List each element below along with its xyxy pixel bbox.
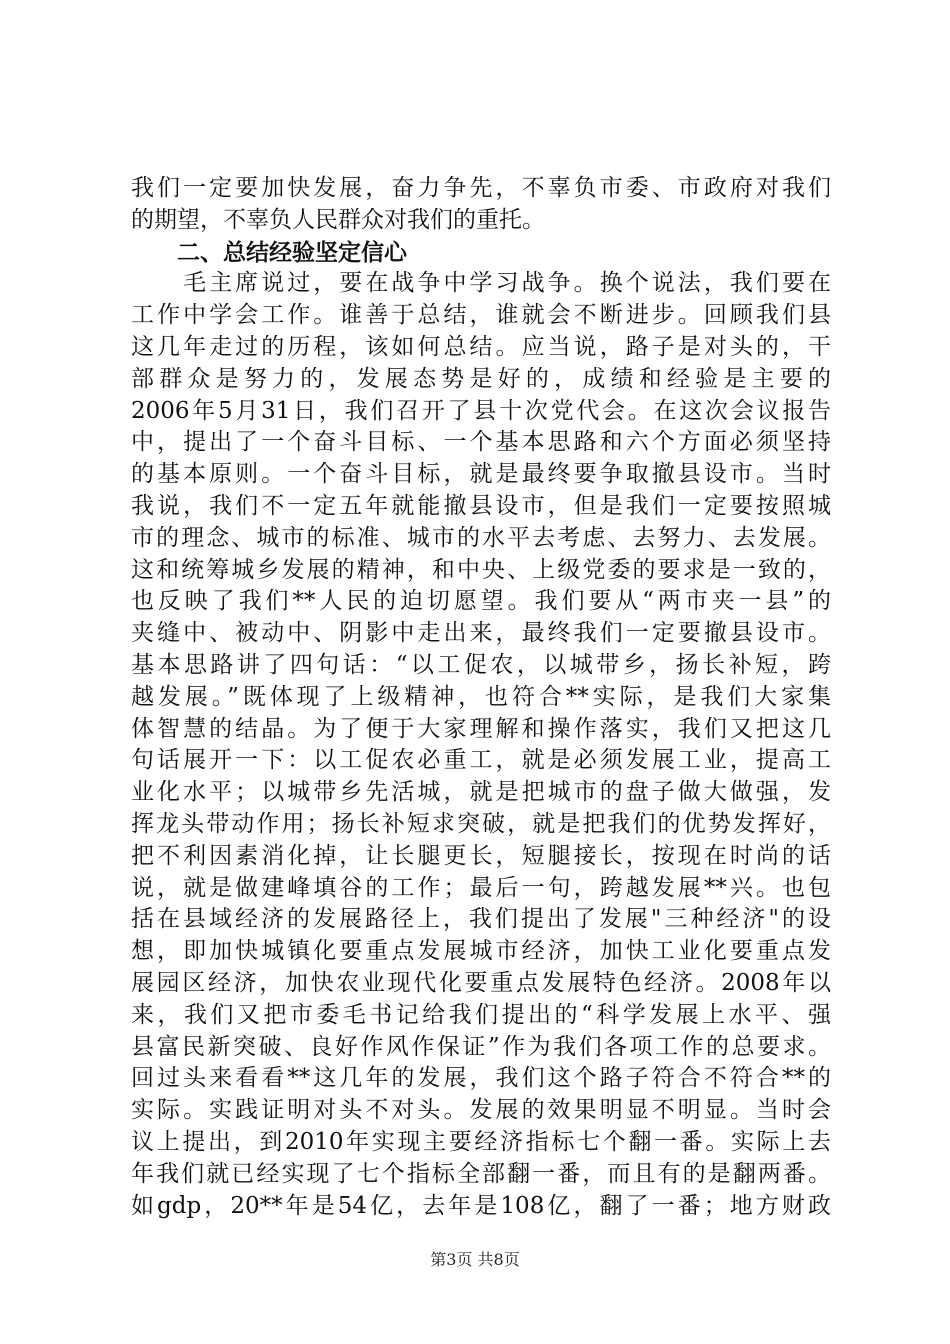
paragraph-line: 年我们就已经实现了七个指标全部翻一番，而且有的是翻两番。 — [131, 1160, 831, 1187]
paragraph-line: 夹缝中、被动中、阴影中走出来，最终我们一定要撤县设市。 — [131, 620, 831, 647]
paragraph-line: 想，即加快城镇化要重点发展城市经济，加快工业化要重点发 — [131, 938, 831, 965]
paragraph-line: 这和统筹城乡发展的精神，和中央、上级党委的要求是一致的， — [131, 556, 831, 583]
paragraph-line: 实际。实践证明对头不对头。发展的效果明显不明显。当时会 — [131, 1097, 831, 1124]
paragraph-line: 把不利因素消化掉，让长腿更长，短腿接长，按现在时尚的话 — [131, 842, 831, 869]
paragraph-line: 议上提出，到2010年实现主要经济指标七个翻一番。实际上去 — [131, 1128, 831, 1155]
paragraph-line: 县富民新突破、良好作风作保证”作为我们各项工作的总要求。 — [131, 1033, 831, 1060]
paragraph-line: 括在县域经济的发展路径上，我们提出了发展"三种经济"的设 — [131, 906, 831, 933]
paragraph-line: 市的理念、城市的标准、城市的水平去考虑、去努力、去发展。 — [131, 524, 831, 551]
paragraph-line: 体智慧的结晶。为了便于大家理解和操作落实，我们又把这几 — [131, 715, 831, 742]
paragraph-line: 我说，我们不一定五年就能撤县设市，但是我们一定要按照城 — [131, 492, 831, 519]
paragraph-line: 工作中学会工作。谁善于总结，谁就会不断进步。回顾我们县 — [131, 302, 831, 329]
paragraph-line: 如gdp，20**年是54亿，去年是108亿，翻了一番；地方财政 — [131, 1192, 831, 1219]
paragraph-line: 这几年走过的历程，该如何总结。应当说，路子是对头的，干 — [131, 333, 831, 360]
paragraph-line: 基本思路讲了四句话：“以工促农，以城带乡，扬长补短，跨 — [131, 651, 831, 678]
paragraph-line: 我们一定要加快发展，奋力争先，不辜负市委、市政府对我们 — [131, 175, 831, 201]
page-footer: 第3页 共8页 — [430, 1250, 520, 1269]
paragraph-line: 2006年5月31日，我们召开了县十次党代会。在这次会议报告 — [131, 397, 831, 424]
paragraph-line: 来，我们又把市委毛书记给我们提出的“科学发展上水平、强 — [131, 1001, 831, 1028]
paragraph-line: 毛主席说过，要在战争中学习战争。换个说法，我们要在 — [131, 270, 831, 297]
paragraph-line: 部群众是努力的，发展态势是好的，成绩和经验是主要的 — [131, 365, 831, 392]
document-body — [131, 173, 831, 1222]
section-body — [131, 268, 831, 1222]
paragraph-line: 的基本原则。一个奋斗目标，就是最终要争取撤县设市。当时 — [131, 461, 831, 488]
paragraph-line: 回过头来看看**这几年的发展，我们这个路子符合不符合**的 — [131, 1065, 831, 1092]
paragraph-line: 的期望，不辜负人民群众对我们的重托。 — [131, 206, 545, 233]
paragraph-line: 中，提出了一个奋斗目标、一个基本思路和六个方面必须坚持 — [131, 429, 831, 456]
paragraph-line: 业化水平；以城带乡先活城，就是把城市的盘子做大做强，发 — [131, 779, 831, 806]
paragraph-line: 句话展开一下：以工促农必重工，就是必须发展工业，提高工 — [131, 747, 831, 774]
paragraph-line: 也反映了我们**人民的迫切愿望。我们要从“两市夹一县”的 — [131, 588, 831, 615]
paragraph-line: 展园区经济，加快农业现代化要重点发展特色经济。2008年以 — [131, 969, 831, 996]
paragraph-line: 越发展。”既体现了上级精神，也符合**实际，是我们大家集 — [131, 683, 831, 710]
paragraph-line: 说，就是做建峰填谷的工作；最后一句，跨越发展**兴。也包 — [131, 874, 831, 901]
section-heading: 二、总结经验坚定信心 — [177, 238, 407, 266]
paragraph-line: 挥龙头带动作用；扬长补短求突破，就是把我们的优势发挥好， — [131, 810, 831, 837]
